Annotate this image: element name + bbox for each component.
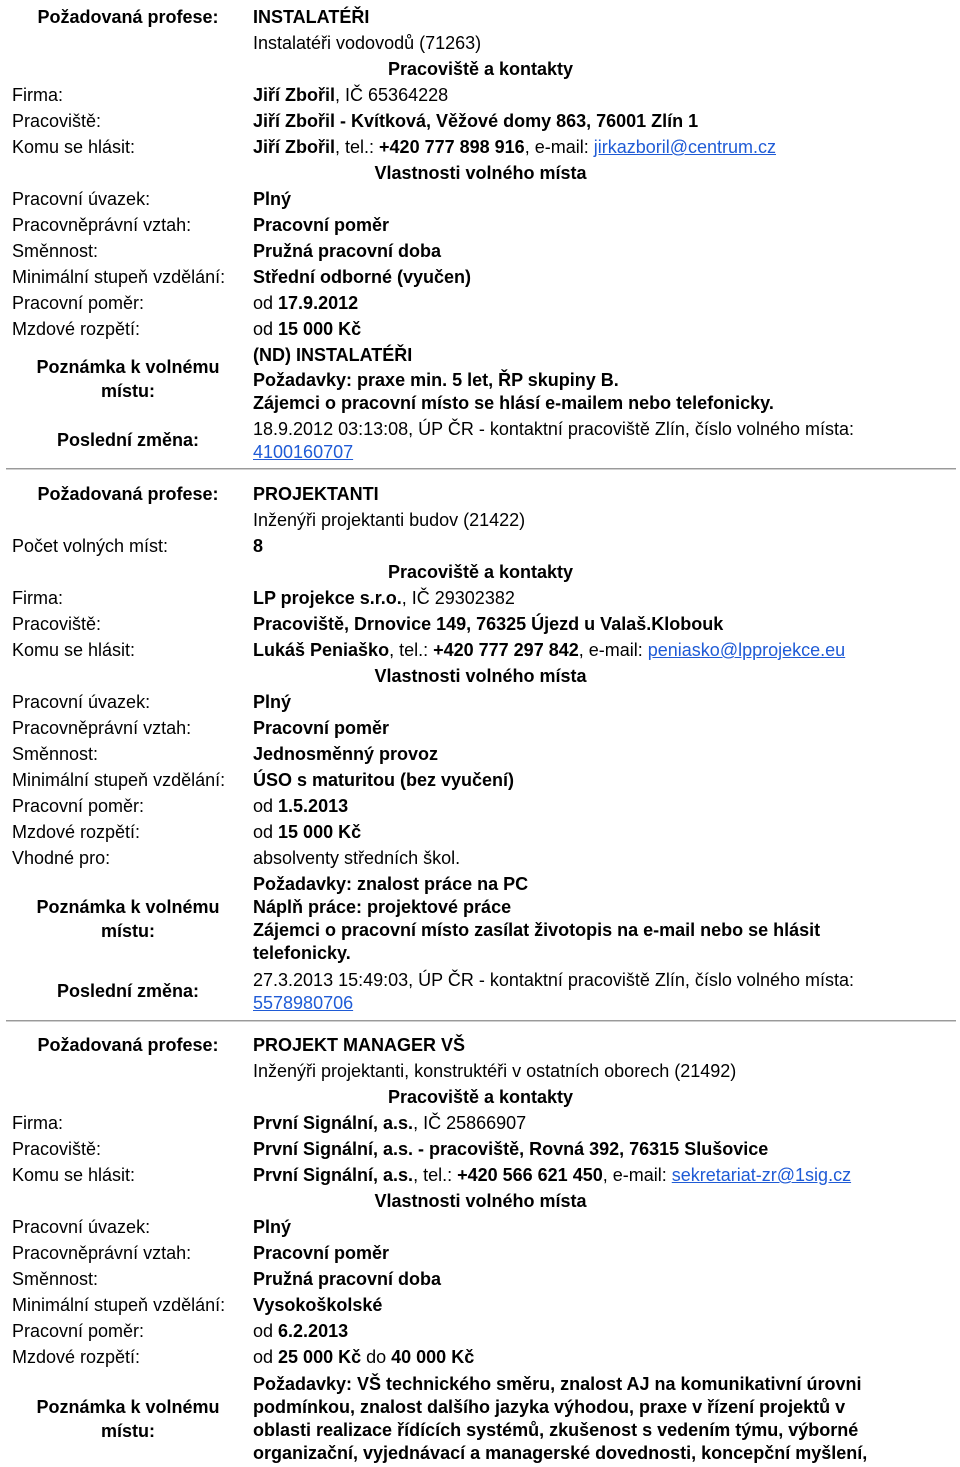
vztah-label: Pracovněprávní vztah: bbox=[12, 1243, 192, 1263]
poznamka-label: Poznámka k volnému bbox=[36, 897, 220, 917]
section-heading: Vlastnosti volného místa bbox=[374, 1191, 587, 1211]
pomer-label: Pracovní poměr: bbox=[12, 796, 145, 816]
pracoviste-value: Jiří Zbořil - Kvítková, Věžové domy 863, 76001 Zlín 1 bbox=[253, 111, 699, 131]
poznamka-line: podmínkou, znalost dalšího jazyka výhodou, praxe v řízení projektů v bbox=[253, 1397, 846, 1417]
vzdelani-label: Minimální stupeň vzdělání: bbox=[12, 267, 226, 287]
vztah-value: Pracovní poměr bbox=[253, 1243, 390, 1263]
uvazek-value: Plný bbox=[253, 189, 292, 209]
pracoviste-label: Pracoviště: bbox=[12, 614, 102, 634]
kategorie: Instalatéři vodovodů (71263) bbox=[253, 33, 482, 53]
poznamka-line: Zájemci o pracovní místo zasílat životopis na e-mail nebo se hlásit bbox=[253, 920, 821, 940]
vacancy-number-link[interactable]: 4100160707 bbox=[253, 442, 354, 462]
zmena-value: 27.3.2013 15:49:03, ÚP ČR - kontaktní pracoviště Zlín, číslo volného místa: bbox=[253, 970, 854, 990]
pracoviste-value: První Signální, a.s. - pracoviště, Rovná 392, 76315 Slušovice bbox=[253, 1139, 769, 1159]
section-heading: Vlastnosti volného místa bbox=[374, 666, 587, 686]
kategorie: Inženýři projektanti budov (21422) bbox=[253, 510, 526, 530]
poznamka-label: Poznámka k volnému bbox=[36, 357, 220, 377]
poznamka-label: místu: bbox=[101, 921, 155, 941]
vzdelani-label: Minimální stupeň vzdělání: bbox=[12, 770, 226, 790]
vhodne-label: Vhodné pro: bbox=[12, 848, 111, 868]
poznamka-line: Požadavky: znalost práce na PC bbox=[253, 874, 529, 894]
kontakt-value: Jiří Zbořil, tel.: +420 777 898 916, e-mail: jirkazboril@centrum.cz bbox=[253, 137, 777, 157]
smennost-label: Směnnost: bbox=[12, 241, 99, 261]
mzda-value: od 15 000 Kč bbox=[253, 822, 362, 842]
divider bbox=[6, 468, 956, 470]
poznamka-line: Náplň práce: projektové práce bbox=[253, 897, 512, 917]
uvazek-value: Plný bbox=[253, 1217, 292, 1237]
email-link[interactable]: jirkazboril@centrum.cz bbox=[593, 137, 777, 157]
mzda-value: od 25 000 Kč do 40 000 Kč bbox=[253, 1347, 475, 1367]
vztah-label: Pracovněprávní vztah: bbox=[12, 718, 192, 738]
vzdelani-label: Minimální stupeň vzdělání: bbox=[12, 1295, 226, 1315]
smennost-value: Pružná pracovní doba bbox=[253, 241, 442, 261]
zmena-label: Poslední změna: bbox=[56, 430, 200, 450]
vacancy-number-link[interactable]: 5578980706 bbox=[253, 993, 354, 1013]
komu-label: Komu se hlásit: bbox=[12, 137, 136, 157]
zmena-label: Poslední změna: bbox=[56, 981, 200, 1001]
komu-label: Komu se hlásit: bbox=[12, 640, 136, 660]
pomer-value: od 1.5.2013 bbox=[253, 796, 349, 816]
pomer-label: Pracovní poměr: bbox=[12, 1321, 145, 1341]
pracoviste-value: Pracoviště, Drnovice 149, 76325 Újezd u Valaš.Klobouk bbox=[253, 614, 724, 634]
pomer-value: od 6.2.2013 bbox=[253, 1321, 349, 1341]
cislo-link-row bbox=[253, 992, 353, 1014]
poznamka-label: místu: bbox=[101, 1421, 155, 1441]
pocet-value: 8 bbox=[253, 536, 264, 556]
firma-value: Jiří Zbořil, IČ 65364228 bbox=[253, 85, 449, 105]
uvazek-label: Pracovní úvazek: bbox=[12, 692, 151, 712]
poznamka-line: oblasti realizace řídících systémů, zkušenost s vedením týmu, výborné bbox=[253, 1420, 859, 1440]
poznamka-line: Zájemci o pracovní místo se hlásí e-mailem nebo telefonicky. bbox=[253, 393, 774, 413]
vztah-label: Pracovněprávní vztah: bbox=[12, 215, 192, 235]
profese-value: PROJEKTANTI bbox=[253, 484, 379, 504]
poznamka-line: Požadavky: praxe min. 5 let, ŘP skupiny B. bbox=[253, 370, 619, 390]
kategorie: Inženýři projektanti, konstruktéři v ostatních oborech (21492) bbox=[253, 1061, 737, 1081]
profese-label: Požadovaná profese: bbox=[37, 1035, 219, 1055]
kontakt-value: Lukáš Peniaško, tel.: +420 777 297 842, e-mail: peniasko@lpprojekce.eu bbox=[253, 640, 846, 660]
vzdelani-value: Vysokoškolské bbox=[253, 1295, 383, 1315]
mzda-label: Mzdové rozpětí: bbox=[12, 1347, 141, 1367]
email-link[interactable]: sekretariat-zr@1sig.cz bbox=[671, 1165, 852, 1185]
vzdelani-value: Střední odborné (vyučen) bbox=[253, 267, 472, 287]
poznamka-label: Poznámka k volnému bbox=[36, 1397, 220, 1417]
komu-label: Komu se hlásit: bbox=[12, 1165, 136, 1185]
vzdelani-value: ÚSO s maturitou (bez vyučení) bbox=[253, 770, 515, 790]
firma-label: Firma: bbox=[12, 588, 63, 608]
zmena-value: 18.9.2012 03:13:08, ÚP ČR - kontaktní pracoviště Zlín, číslo volného místa: bbox=[253, 419, 854, 439]
vztah-value: Pracovní poměr bbox=[253, 718, 390, 738]
poznamka-label: místu: bbox=[101, 381, 155, 401]
pomer-value: od 17.9.2012 bbox=[253, 293, 359, 313]
mzda-label: Mzdové rozpětí: bbox=[12, 319, 141, 339]
poznamka-line: organizační, vyjednávací a managerské dovednosti, koncepční myšlení, bbox=[253, 1443, 868, 1463]
poznamka-line: (ND) INSTALATÉŘI bbox=[253, 345, 413, 365]
profese-label: Požadovaná profese: bbox=[37, 7, 219, 27]
mzda-label: Mzdové rozpětí: bbox=[12, 822, 141, 842]
section-heading: Pracoviště a kontakty bbox=[387, 562, 574, 582]
cislo-link-row bbox=[253, 441, 353, 463]
uvazek-value: Plný bbox=[253, 692, 292, 712]
pocet-label: Počet volných míst: bbox=[12, 536, 169, 556]
uvazek-label: Pracovní úvazek: bbox=[12, 1217, 151, 1237]
kontakt-value: První Signální, a.s., tel.: +420 566 621 450, e-mail: sekretariat-zr@1sig.cz bbox=[253, 1165, 852, 1185]
profese-label: Požadovaná profese: bbox=[37, 484, 219, 504]
vhodne-value: absolventy středních škol. bbox=[253, 848, 461, 868]
smennost-label: Směnnost: bbox=[12, 744, 99, 764]
firma-value: První Signální, a.s., IČ 25866907 bbox=[253, 1113, 527, 1133]
profese-value: INSTALATÉŘI bbox=[253, 7, 370, 27]
poznamka-line: telefonicky. bbox=[253, 943, 351, 963]
vztah-value: Pracovní poměr bbox=[253, 215, 390, 235]
pracoviste-label: Pracoviště: bbox=[12, 1139, 102, 1159]
pracoviste-label: Pracoviště: bbox=[12, 111, 102, 131]
smennost-value: Jednosměnný provoz bbox=[253, 744, 439, 764]
firma-label: Firma: bbox=[12, 85, 63, 105]
section-heading: Pracoviště a kontakty bbox=[387, 59, 574, 79]
section-heading: Vlastnosti volného místa bbox=[374, 163, 587, 183]
email-link[interactable]: peniasko@lpprojekce.eu bbox=[647, 640, 846, 660]
profese-value: PROJEKT MANAGER VŠ bbox=[253, 1035, 466, 1055]
poznamka-line: Požadavky: VŠ technického směru, znalost AJ na komunikativní úrovni bbox=[253, 1374, 862, 1394]
mzda-value: od 15 000 Kč bbox=[253, 319, 362, 339]
divider bbox=[6, 1020, 956, 1022]
firma-label: Firma: bbox=[12, 1113, 63, 1133]
firma-value: LP projekce s.r.o., IČ 29302382 bbox=[253, 588, 515, 608]
pomer-label: Pracovní poměr: bbox=[12, 293, 145, 313]
smennost-value: Pružná pracovní doba bbox=[253, 1269, 442, 1289]
uvazek-label: Pracovní úvazek: bbox=[12, 189, 151, 209]
section-heading: Pracoviště a kontakty bbox=[387, 1087, 574, 1107]
smennost-label: Směnnost: bbox=[12, 1269, 99, 1289]
